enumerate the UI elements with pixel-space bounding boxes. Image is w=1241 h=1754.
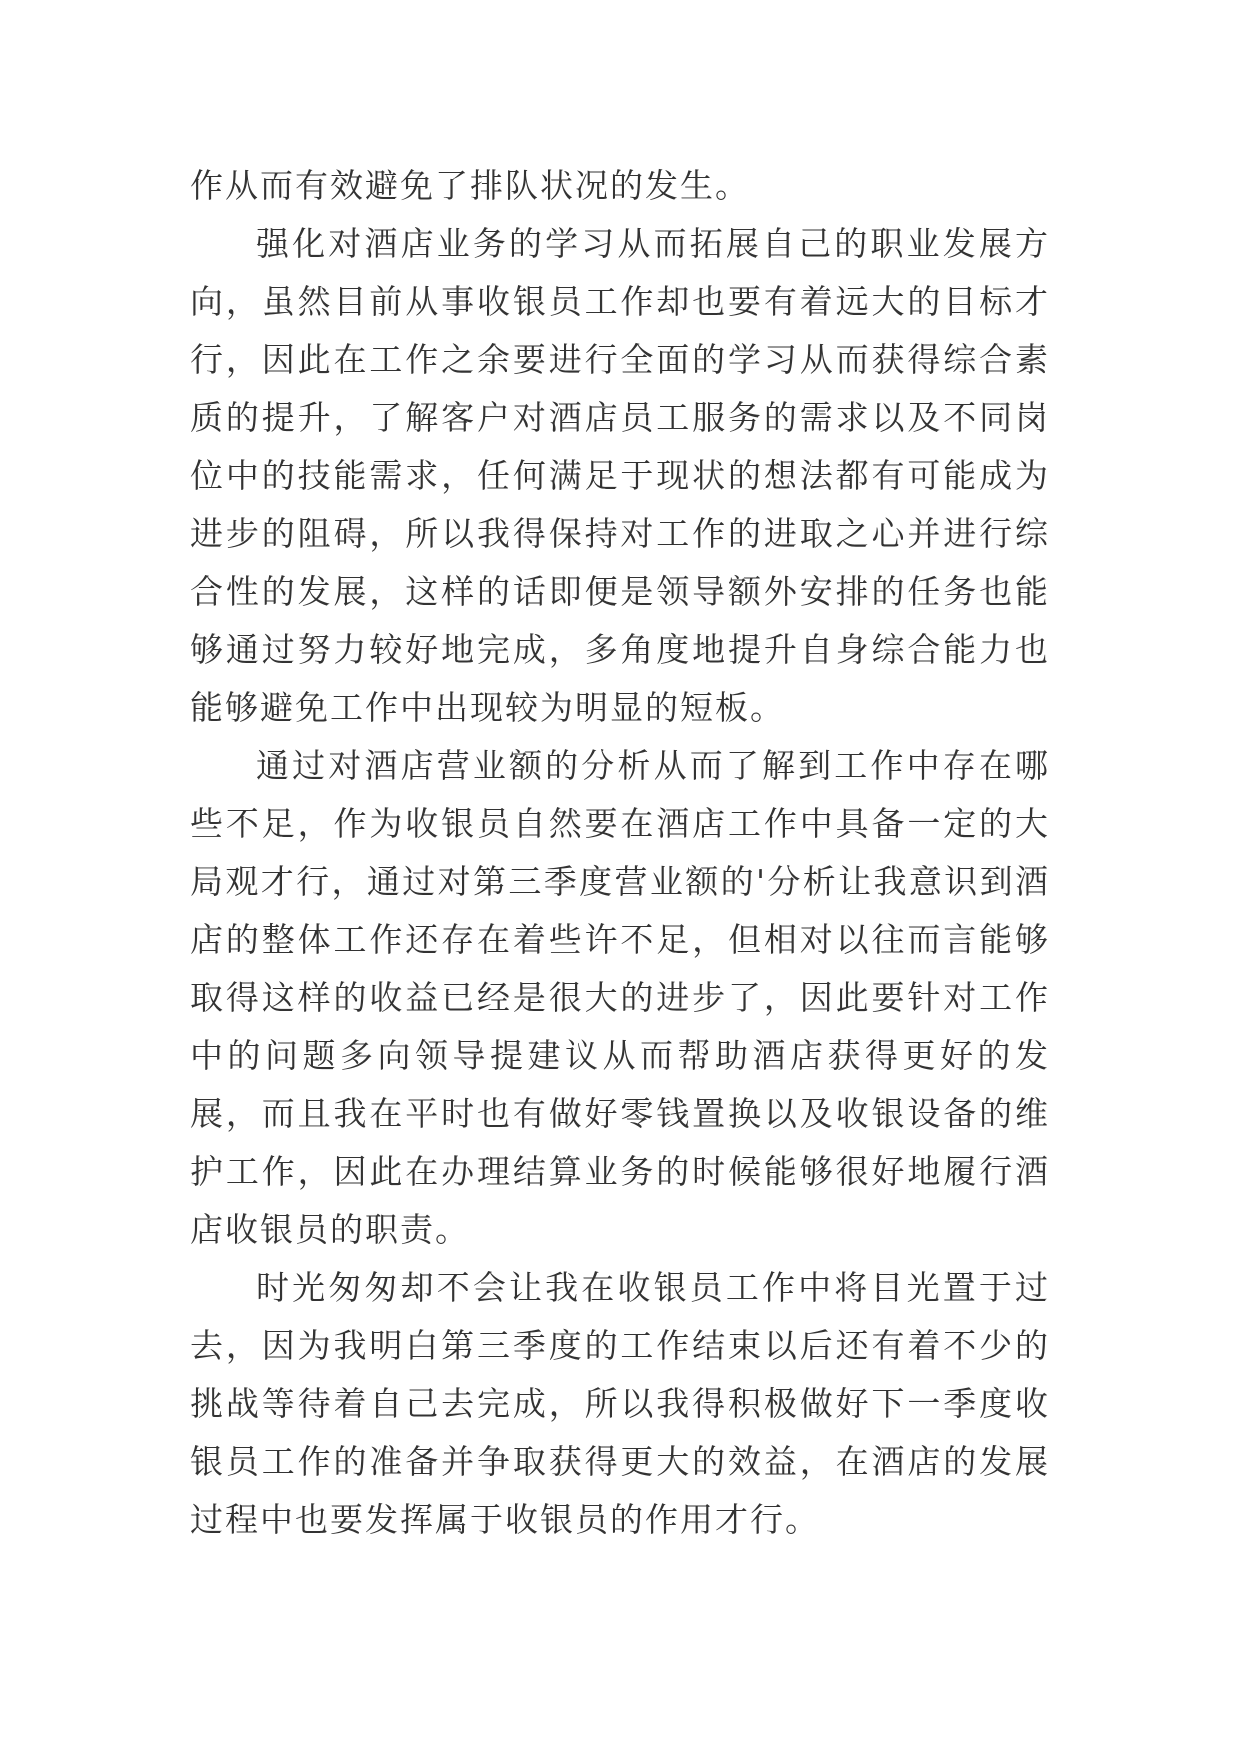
paragraph-continuation: 作从而有效避免了排队状况的发生。 xyxy=(190,166,750,205)
document-body xyxy=(190,157,1050,1549)
paragraph-future-outlook: 时光匆匆却不会让我在收银员工作中将目光置于过去，因为我明白第三季度的工作结束以后还有着不少的挑战等待着自己去完成，所以我得积极做好下一季度收银员工作的准备并争取获得更大的效益，在酒店的发展过程中也要发挥属于收银员的作用才行。 xyxy=(190,1268,1050,1539)
paragraph-study-hotel-business: 强化对酒店业务的学习从而拓展自己的职业发展方向，虽然目前从事收银员工作却也要有着远大的目标才行，因此在工作之余要进行全面的学习从而获得综合素质的提升，了解客户对酒店员工服务的需求以及不同岗位中的技能需求，任何满足于现状的想法都有可能成为进步的阻碍，所以我得保持对工作的进取之心并进行综合性的发展，这样的话即便是领导额外安排的任务也能够通过努力较好地完成，多角度地提升自身综合能力也能够避免工作中出现较为明显的短板。 xyxy=(190,224,1050,727)
paragraph-revenue-analysis: 通过对酒店营业额的分析从而了解到工作中存在哪些不足，作为收银员自然要在酒店工作中具备一定的大局观才行，通过对第三季度营业额的'分析让我意识到酒店的整体工作还存在着些许不足，但相对以往而言能够取得这样的收益已经是很大的进步了，因此要针对工作中的问题多向领导提建议从而帮助酒店获得更好的发展，而且我在平时也有做好零钱置换以及收银设备的维护工作，因此在办理结算业务的时候能够很好地履行酒店收银员的职责。 xyxy=(190,746,1050,1249)
